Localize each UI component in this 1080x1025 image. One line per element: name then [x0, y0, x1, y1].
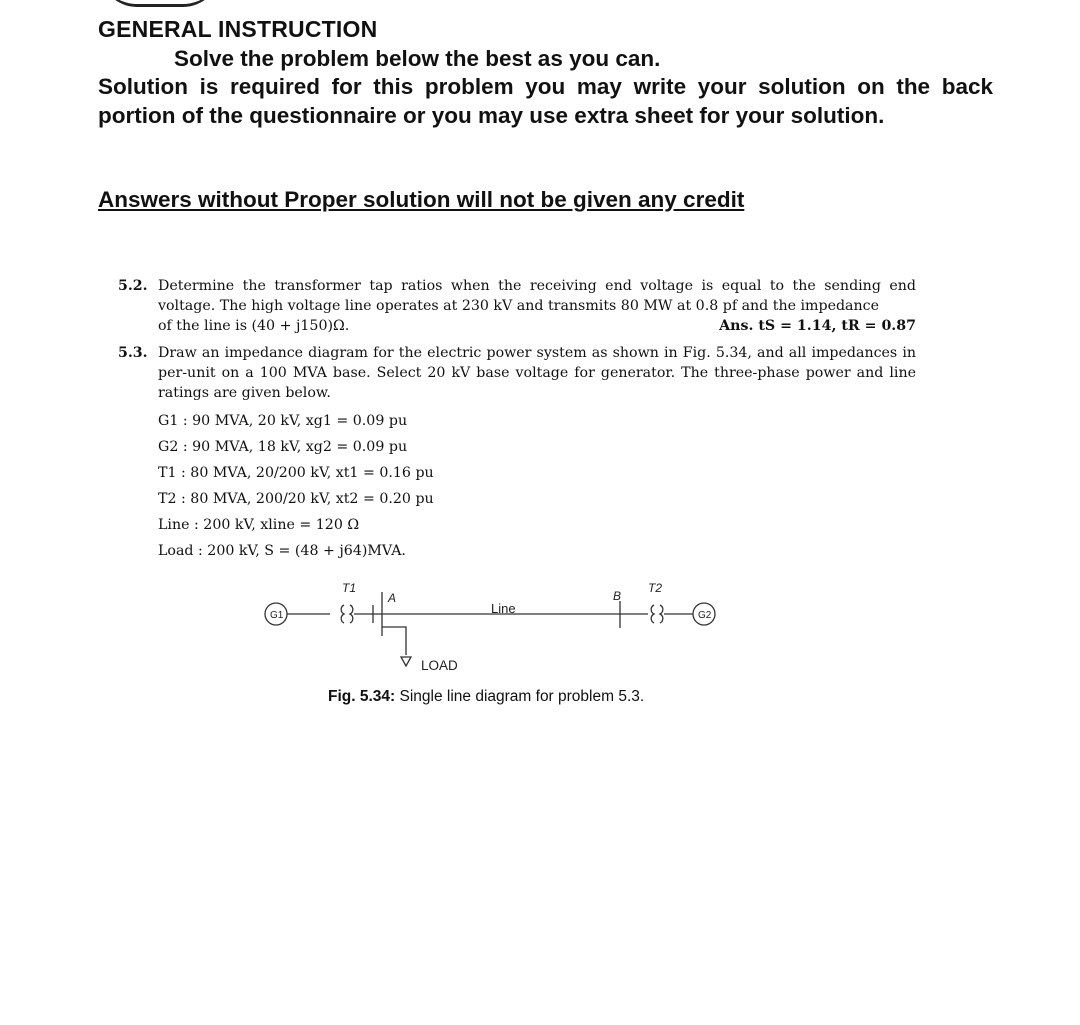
problem-answer: Ans. tS = 1.14, tR = 0.87 [719, 318, 916, 334]
problem-5-3 [118, 343, 916, 403]
load-feeder [382, 627, 406, 655]
problem-number: 5.3. [118, 345, 148, 361]
problem-5-2 [118, 276, 916, 336]
load-label: LOAD [421, 658, 458, 673]
ratings-list [158, 408, 434, 564]
transformer-t1-primary [341, 605, 344, 623]
figure-caption-label: Fig. 5.34: [328, 688, 396, 705]
rating-line: Line : 200 kV, xline = 120 Ω [158, 517, 360, 533]
rating-g2: G2 : 90 MVA, 18 kV, xg2 = 0.09 pu [158, 439, 408, 455]
rating-t1: T1 : 80 MVA, 20/200 kV, xt1 = 0.16 pu [158, 465, 434, 481]
g1-label: G1 [270, 610, 284, 621]
figure-caption [328, 688, 644, 706]
problem-text: Determine the transformer tap ratios when the receiving end voltage is equal to the sending end voltage. The high voltage line operates at 230 kV and transmits 80 MW at 0.8 pf and the impedance [158, 278, 916, 314]
single-line-diagram [0, 575, 1080, 685]
rating-g1: G1 : 90 MVA, 20 kV, xg1 = 0.09 pu [158, 413, 408, 429]
transformer-t2-secondary [660, 605, 663, 623]
load-arrow-icon [401, 657, 411, 666]
credit-warning: Answers without Proper solution will not be given any credit [98, 187, 745, 212]
problem-text: Draw an impedance diagram for the electric power system as shown in Fig. 5.34, and all impedances in per-unit on a 100 MVA base. Select 20 kV base voltage for generator. The three-phase power and line ratings are given below. [158, 345, 916, 401]
rating-t2: T2 : 80 MVA, 200/20 kV, xt2 = 0.20 pu [158, 491, 434, 507]
bus-b-label: B [613, 589, 622, 603]
transformer-t2-primary [651, 605, 654, 623]
g2-label: G2 [698, 610, 712, 621]
figure-caption-text: Single line diagram for problem 5.3. [399, 688, 645, 705]
instruction-title: GENERAL INSTRUCTION [98, 16, 378, 42]
bus-a-label: A [388, 591, 397, 605]
problem-text-end: of the line is (40 + j150)Ω. [158, 318, 350, 334]
instruction-paragraph: Solution is required for this problem you may write your solution on the back portion of the questionnaire or you may use extra sheet for your solution. [98, 74, 993, 128]
line-label: Line [491, 601, 516, 616]
t2-label: T2 [648, 581, 663, 595]
t1-label: T1 [342, 581, 357, 595]
instruction-line: Solve the problem below the best as you can. [174, 46, 661, 71]
rating-load: Load : 200 kV, S = (48 + j64)MVA. [158, 543, 406, 559]
problem-number: 5.2. [118, 278, 148, 294]
transformer-t1-secondary [350, 605, 353, 623]
page-top-mark [100, 0, 220, 7]
